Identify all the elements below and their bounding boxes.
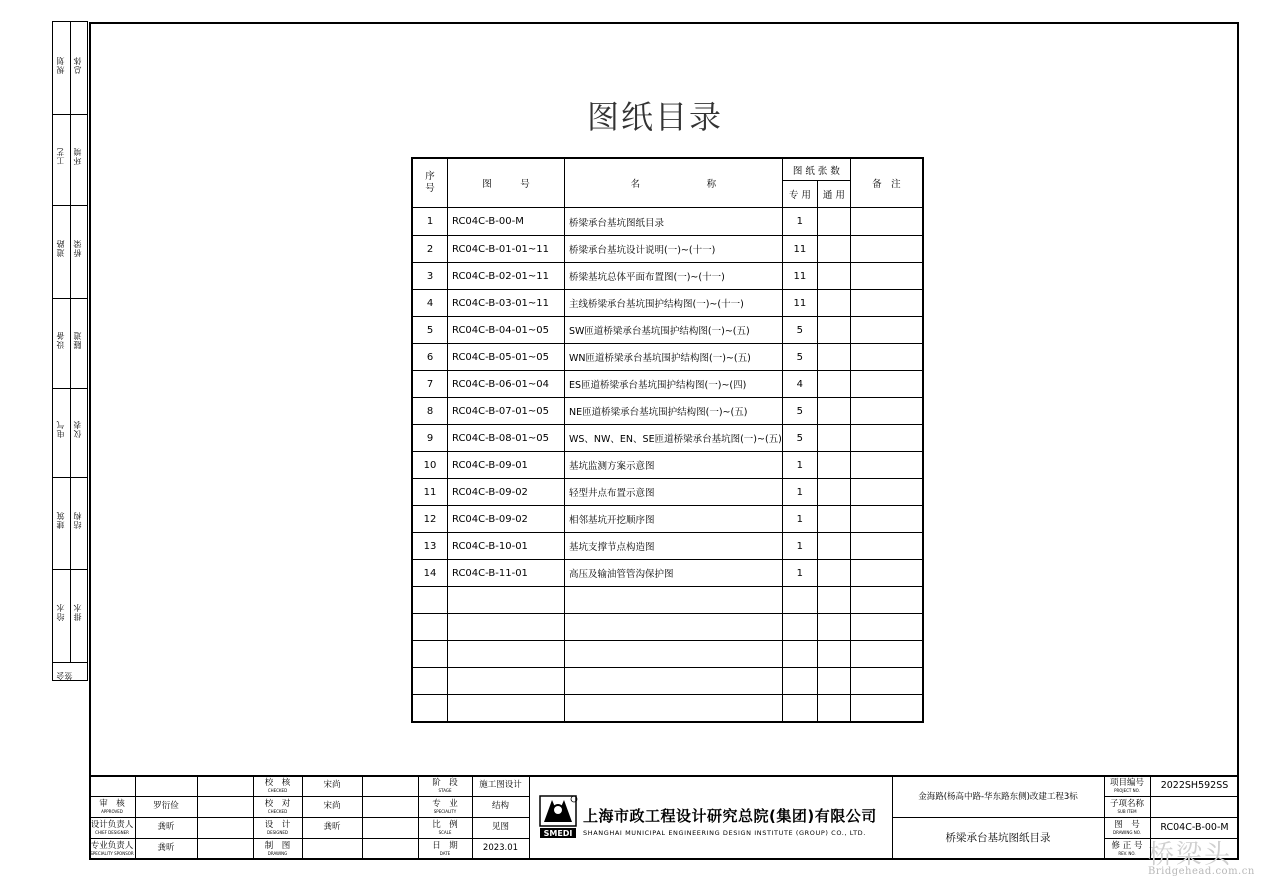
table-row — [412, 587, 923, 614]
row-note — [850, 371, 923, 398]
row-drawing-name: 基坑支撑节点构造图 — [565, 533, 783, 560]
title-block-line — [892, 817, 1104, 818]
table-row — [412, 208, 923, 236]
row-general-count — [817, 587, 850, 614]
checked-name — [302, 781, 362, 790]
table-row — [412, 614, 923, 641]
row-special-count: 4 — [782, 371, 817, 398]
row-drawing-name: WN匝道桥梁承台基坑围护结构图(一)~(五) — [565, 344, 783, 371]
row-drawing-name: 相邻基坑开挖顺序图 — [565, 506, 783, 533]
approved-name-text: 罗衍俭 — [153, 801, 179, 811]
row-general-count — [817, 290, 850, 317]
row-no — [412, 587, 448, 614]
speciality-value-text: 结构 — [491, 801, 509, 811]
row-special-count: 1 — [782, 452, 817, 479]
stage-label-text: 阶 段 — [432, 778, 458, 788]
row-note — [850, 479, 923, 506]
page-title: 图纸目录 — [587, 98, 724, 136]
stage-label — [418, 779, 472, 793]
row-note — [850, 425, 923, 452]
row-drawing-code — [448, 668, 565, 695]
row-no: 2 — [412, 236, 448, 263]
project-no-label-text: 项目编号 — [1109, 778, 1144, 788]
row-drawing-name: WS、NW、EN、SE匝道桥梁承台基坑图(一)~(五) — [565, 425, 783, 452]
row-note — [850, 263, 923, 290]
row-special-count: 1 — [782, 560, 817, 587]
rev-label — [1104, 842, 1150, 856]
row-general-count — [817, 425, 850, 452]
row-no — [412, 641, 448, 668]
row-drawing-name: 轻型井点布置示意图 — [565, 479, 783, 506]
row-drawing-code — [448, 641, 565, 668]
watermark-logo: 桥梁头 — [1148, 840, 1233, 870]
row-no: 11 — [412, 479, 448, 506]
row-drawing-code: RC04C-B-06-01~04 — [448, 371, 565, 398]
table-row — [412, 533, 923, 560]
header-name: 名 称 — [565, 158, 783, 208]
row-drawing-name: 主线桥梁承台基坑围护结构图(一)~(十一) — [565, 290, 783, 317]
table-row — [412, 479, 923, 506]
drawing-index-table — [411, 157, 924, 723]
table-row — [412, 371, 923, 398]
row-special-count — [782, 614, 817, 641]
table-row — [412, 506, 923, 533]
row-drawing-code: RC04C-B-09-02 — [448, 479, 565, 506]
project-name-text: 金海路(杨高中路-华东路东侧)改建工程3标 — [918, 792, 1078, 802]
sub-item-label — [1104, 800, 1150, 814]
strip-row-line — [53, 388, 87, 389]
date-value-text: 2023.01 — [482, 843, 519, 853]
drawing-label — [253, 842, 302, 856]
strip-label: 仪表 — [73, 420, 82, 438]
specialty-sponsor-label-sub: SPECIALITY SPONSOR — [90, 850, 134, 856]
rev-label-sub: REV. NO. — [1118, 850, 1136, 856]
specialty-sponsor-name-text: 龚昕 — [157, 843, 175, 853]
row-note — [850, 290, 923, 317]
row-drawing-code: RC04C-B-09-01 — [448, 452, 565, 479]
row-no: 14 — [412, 560, 448, 587]
drawing-label-text: 制 图 — [264, 841, 291, 851]
row-drawing-name — [565, 641, 783, 668]
strip-label: 环境 — [73, 147, 82, 165]
row-special-count — [782, 587, 817, 614]
row-drawing-name: 桥梁承台基坑设计说明(一)~(十一) — [565, 236, 783, 263]
row-no: 5 — [412, 317, 448, 344]
row-drawing-name: ES匝道桥梁承台基坑围护结构图(一)~(四) — [565, 371, 783, 398]
chief-designer-name-text: 龚昕 — [157, 822, 175, 832]
row-general-count — [817, 344, 850, 371]
strip-row-line — [53, 662, 87, 663]
row-drawing-code: RC04C-B-00-M — [448, 208, 565, 236]
table-row — [412, 641, 923, 668]
row-general-count — [817, 479, 850, 506]
row-no: 10 — [412, 452, 448, 479]
strip-label: 排水 — [73, 603, 82, 621]
date-label-sub: DATE — [439, 850, 451, 856]
row-drawing-code — [448, 614, 565, 641]
row-drawing-name — [565, 614, 783, 641]
scale-label-text: 比 例 — [432, 820, 458, 830]
row-no — [412, 614, 448, 641]
reviewed-name-text: 宋尚 — [323, 801, 341, 811]
title-block-line — [529, 776, 530, 860]
row-drawing-code: RC04C-B-08-01~05 — [448, 425, 565, 452]
header-note: 备 注 — [850, 158, 923, 208]
speciality-value — [472, 802, 529, 811]
logo-text: SMEDI — [543, 829, 573, 838]
designed-name — [302, 823, 362, 832]
drawing-label-sub: DRAWING — [267, 850, 288, 856]
specialty-sponsor-name — [135, 844, 197, 853]
table-row — [412, 452, 923, 479]
table-row — [412, 263, 923, 290]
drawing-no-label-sub: DRAWING NO. — [1113, 829, 1141, 835]
designed-label-sub: DESIGNED — [266, 829, 289, 835]
speciality-label-sub: SPECIALITY — [433, 808, 457, 814]
row-special-count: 11 — [782, 263, 817, 290]
row-drawing-name — [565, 695, 783, 723]
reviewed-name — [302, 802, 362, 811]
row-special-count: 1 — [782, 479, 817, 506]
row-note — [850, 317, 923, 344]
row-special-count: 1 — [782, 208, 817, 236]
row-note — [850, 641, 923, 668]
smedi-logo-icon — [538, 794, 578, 840]
row-general-count — [817, 506, 850, 533]
row-note — [850, 208, 923, 236]
drawing-title — [892, 833, 1104, 844]
strip-label: 隧道 — [73, 331, 82, 349]
row-no: 4 — [412, 290, 448, 317]
sub-item-label-text: 子项名称 — [1109, 799, 1144, 809]
row-drawing-code: RC04C-B-11-01 — [448, 560, 565, 587]
row-drawing-code: RC04C-B-04-01~05 — [448, 317, 565, 344]
strip-row-line — [53, 114, 87, 115]
row-no — [412, 695, 448, 723]
row-general-count — [817, 371, 850, 398]
row-drawing-name — [565, 668, 783, 695]
row-no: 7 — [412, 371, 448, 398]
row-drawing-code — [448, 587, 565, 614]
specialty-sponsor-label — [89, 842, 135, 856]
chief-designer-name — [135, 823, 197, 832]
title-block-line — [89, 796, 529, 797]
speciality-label — [418, 800, 472, 814]
date-label-text: 日 期 — [432, 841, 458, 851]
row-special-count: 11 — [782, 236, 817, 263]
scale-label — [418, 821, 472, 835]
header-general: 通 用 — [817, 181, 850, 208]
date-label — [418, 842, 472, 856]
strip-label: 规划 — [56, 56, 65, 74]
title-block-line — [1104, 796, 1239, 797]
drawing-no-value — [1150, 823, 1239, 833]
designed-name-text: 龚昕 — [323, 822, 341, 832]
table-row — [412, 344, 923, 371]
strip-label: 道路 — [56, 239, 65, 257]
checked-label-sub: CHECKED — [267, 787, 288, 793]
row-special-count: 5 — [782, 344, 817, 371]
sub-item-label-sub: SUB ITEM — [1117, 808, 1137, 814]
scale-value — [472, 823, 529, 832]
strip-divider — [70, 22, 71, 662]
row-special-count — [782, 641, 817, 668]
strip-label: 结构 — [73, 511, 82, 529]
row-no: 9 — [412, 425, 448, 452]
strip-label: 建筑 — [56, 511, 65, 529]
reviewed-label-sub: CHECKED — [267, 808, 288, 814]
table-row — [412, 290, 923, 317]
row-general-count — [817, 641, 850, 668]
row-no: 13 — [412, 533, 448, 560]
drawing-no-label-text: 图 号 — [1114, 820, 1140, 830]
scale-value-text: 见图 — [491, 822, 509, 832]
row-special-count: 5 — [782, 317, 817, 344]
reviewed-label-text: 校 对 — [264, 799, 291, 809]
row-note — [850, 614, 923, 641]
strip-row-line — [53, 205, 87, 206]
row-drawing-name — [565, 587, 783, 614]
rev-label-text: 修 正 号 — [1111, 841, 1143, 851]
title-block-line — [1104, 838, 1239, 839]
table-row — [412, 560, 923, 587]
drawing-no-value-text: RC04C-B-00-M — [1160, 822, 1229, 833]
stage-value-text: 施工图设计 — [479, 780, 522, 790]
row-general-count — [817, 452, 850, 479]
date-value — [472, 844, 529, 853]
strip-label: 工艺 — [56, 147, 65, 165]
company-name-cn: 上海市政工程设计研究总院(集团)有限公司 — [583, 807, 877, 825]
row-drawing-name: 桥梁基坑总体平面布置图(一)~(十一) — [565, 263, 783, 290]
strip-label: 设备 — [56, 331, 65, 349]
approved-name — [135, 802, 197, 811]
row-note — [850, 560, 923, 587]
scale-label-sub: SCALE — [438, 829, 452, 835]
row-no: 6 — [412, 344, 448, 371]
row-general-count — [817, 317, 850, 344]
row-drawing-name: 基坑监测方案示意图 — [565, 452, 783, 479]
table-row — [412, 236, 923, 263]
checked-name-text: 宋尚 — [323, 780, 341, 790]
approved-label — [89, 800, 135, 814]
chief-designer-label-sub: CHIEF DESIGNER — [95, 829, 129, 835]
row-general-count — [817, 560, 850, 587]
table-row — [412, 425, 923, 452]
row-drawing-code: RC04C-B-02-01~11 — [448, 263, 565, 290]
row-note — [850, 506, 923, 533]
row-no: 3 — [412, 263, 448, 290]
row-drawing-code: RC04C-B-03-01~11 — [448, 290, 565, 317]
table-row — [412, 398, 923, 425]
row-general-count — [817, 533, 850, 560]
stage-label-sub: STAGE — [438, 787, 452, 793]
project-no-value-text: 2022SH592SS — [1160, 780, 1229, 791]
row-note — [850, 695, 923, 723]
countersign-strip — [52, 21, 88, 681]
row-special-count: 5 — [782, 425, 817, 452]
row-general-count — [817, 398, 850, 425]
strip-row-line — [53, 298, 87, 299]
strip-label: 总体 — [73, 56, 82, 74]
row-drawing-name: 桥梁承台基坑图纸目录 — [565, 208, 783, 236]
row-drawing-code: RC04C-B-09-02 — [448, 506, 565, 533]
designed-label — [253, 821, 302, 835]
drawing-no-label — [1104, 821, 1150, 835]
header-special: 专 用 — [782, 181, 817, 208]
stage-value — [472, 781, 529, 790]
row-no: 8 — [412, 398, 448, 425]
speciality-label-text: 专 业 — [432, 799, 458, 809]
drawing-title-text: 桥梁承台基坑图纸目录 — [945, 832, 1051, 844]
row-general-count — [817, 263, 850, 290]
designed-label-text: 设 计 — [264, 820, 291, 830]
chief-designer-label — [89, 821, 135, 835]
title-block-line — [197, 776, 198, 860]
title-block-line — [1104, 817, 1239, 818]
row-note — [850, 344, 923, 371]
project-no-label — [1104, 779, 1150, 793]
title-block-line — [89, 817, 529, 818]
company-name-en: SHANGHAI MUNICIPAL ENGINEERING DESIGN INSTITUTE (GROUP) CO., LTD. — [583, 829, 866, 837]
row-drawing-code: RC04C-B-10-01 — [448, 533, 565, 560]
project-name — [892, 793, 1104, 802]
checked-label — [253, 779, 302, 793]
header-no: 序 号 — [412, 158, 448, 208]
row-special-count — [782, 695, 817, 723]
title-block-line — [89, 838, 529, 839]
reviewed-label — [253, 800, 302, 814]
row-note — [850, 398, 923, 425]
row-no: 12 — [412, 506, 448, 533]
row-drawing-name: SW匝道桥梁承台基坑围护结构图(一)~(五) — [565, 317, 783, 344]
row-general-count — [817, 236, 850, 263]
approved-label-text: 审 核 — [99, 799, 125, 809]
table-row — [412, 317, 923, 344]
row-drawing-code — [448, 695, 565, 723]
row-general-count — [817, 208, 850, 236]
strip-row-line — [53, 477, 87, 478]
row-note — [850, 587, 923, 614]
row-general-count — [817, 614, 850, 641]
row-general-count — [817, 695, 850, 723]
row-note — [850, 236, 923, 263]
row-no: 1 — [412, 208, 448, 236]
row-drawing-name: NE匝道桥梁承台基坑围护结构图(一)~(五) — [565, 398, 783, 425]
row-drawing-name: 高压及输油管管沟保护图 — [565, 560, 783, 587]
row-drawing-code: RC04C-B-01-01~11 — [448, 236, 565, 263]
row-note — [850, 533, 923, 560]
title-block-line — [892, 776, 893, 860]
row-special-count: 5 — [782, 398, 817, 425]
project-no-label-sub: PROJECT NO. — [1114, 787, 1140, 793]
title-block-line — [362, 776, 363, 860]
chief-designer-label-text: 设计负责人 — [90, 820, 134, 830]
watermark-url: Bridgehead.com.cn — [1148, 866, 1255, 877]
header-sheet-count: 图 纸 张 数 — [782, 158, 850, 181]
strip-label: 桥梁 — [73, 239, 82, 257]
table-body — [412, 208, 923, 723]
strip-row-line — [53, 569, 87, 570]
strip-label: 给水 — [56, 603, 65, 621]
strip-label-countersign: 会签 — [56, 671, 73, 680]
row-special-count: 1 — [782, 533, 817, 560]
row-no — [412, 668, 448, 695]
row-special-count: 11 — [782, 290, 817, 317]
approved-label-sub: APPROVED — [101, 808, 123, 814]
row-note — [850, 452, 923, 479]
row-special-count — [782, 668, 817, 695]
strip-label: 电气 — [56, 420, 65, 438]
checked-label-text: 校 核 — [264, 778, 291, 788]
header-code: 图 号 — [448, 158, 565, 208]
row-special-count: 1 — [782, 506, 817, 533]
table-row — [412, 695, 923, 723]
row-drawing-code: RC04C-B-07-01~05 — [448, 398, 565, 425]
row-note — [850, 668, 923, 695]
project-no-value — [1150, 781, 1239, 791]
row-general-count — [817, 668, 850, 695]
row-drawing-code: RC04C-B-05-01~05 — [448, 344, 565, 371]
specialty-sponsor-label-text: 专业负责人 — [90, 841, 134, 851]
table-row — [412, 668, 923, 695]
